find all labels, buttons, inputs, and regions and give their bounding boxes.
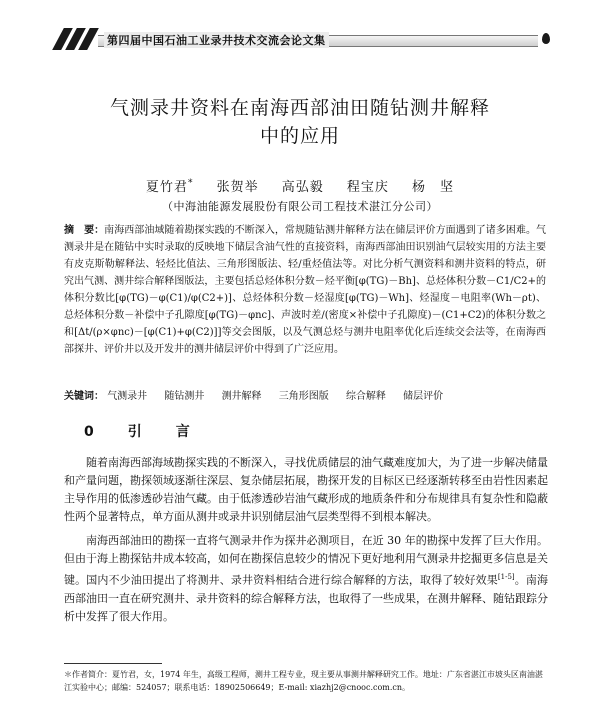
author: 夏竹君* [145, 178, 194, 195]
author: 张贺举 [216, 180, 259, 195]
title-line-2: 中的应用 [259, 125, 340, 147]
keyword: 测井解释 [221, 391, 262, 402]
abstract [64, 222, 546, 358]
keywords-label: 关键词： [64, 391, 104, 402]
keyword: 综合解释 [345, 391, 386, 402]
series-title: 第四届中国石油工业录井技术交流会论文集 [104, 32, 329, 48]
paper-title [40, 94, 560, 150]
author-mark: * [187, 178, 194, 189]
paragraph-1: 随着南海西部海域勘探实践的不断深入，寻找优质储层的油气藏难度加大，为了进一步解决储量和产量问题，勘探领域逐渐往深层、复杂储层拓展，勘探开发的目标区已经逐渐转移至由岩性因素起主导作用的低渗透砂岩油气藏。由于低渗透砂岩油气藏形成的地质条件和分布规律具有复杂性和隐蔽性两个显著特点，单方面从测井或录井识别储层油气层类型得不到根本解决。 [64, 456, 548, 523]
drop-icon [542, 33, 550, 44]
keywords [64, 389, 546, 405]
affiliation: （中海油能源发展股份有限公司工程技术湛江分公司） [162, 200, 438, 213]
section-heading: 0 引 言 [84, 424, 200, 440]
footnote: ＊作者简介：夏竹君，女，1974 年生，高级工程师，测井工程专业，现主要从事测井解释研究工作。地址：广东省湛江市坡头区南油湛江实验中心；邮编：524057；联系电话：18902506649；E-mail: xiazhj2@cnooc.com.cn。 [64, 670, 543, 692]
author: 程宝庆 [346, 180, 389, 195]
author: 高弘毅 [281, 180, 324, 195]
keyword: 三角形图版 [278, 391, 329, 402]
abstract-label: 摘 要： [64, 225, 105, 236]
citation: [1-5] [497, 573, 515, 581]
author-list [0, 176, 600, 195]
abstract-text: 南海西部油域随着勘探实践的不断深入，常规随钻测井解释方法在储层评价方面遇到了诸多困难。气测录井是在随钻中实时录取的反映地下储层含油气性的直接资料，南海西部油田识别油气层较实用的方法主要有皮克斯勒解释法、轻烃比值法、三角形图版法、轻/重烃值法等。对比分析气测资料和测井资料的特点，研究出气测、测井综合解释图版法，主要包括总烃体积分数－烃平衡[φ(TG)－Bh]、总烃体积分数－C1/C2+的体积分数比[φ(TG)－φ(C1)/φ(C2+)]、总烃体积分数－烃湿度[φ(TG)－Wh]、烃湿度－电阻率(Wh－ρt)、总烃体积分数－补偿中子孔隙度[φ(TG)－φnc]、声波时差/(密度×补偿中子孔隙度)－(C1+C2)的体积分数之和[Δt/(ρ×φnc)－[φ(C1)+φ(C2)]]等交会图版，以及气测总烃与测井电阻率优化后连续交会法等，在南海西部探井、评价井以及开发井的测井储层评价中得到了广泛应用。 [64, 225, 547, 355]
paragraph-2: 南海西部油田的勘探一直将气测录井作为探井必测项目，在近 30 年的勘探中发挥了巨大作用。但由于海上勘探钻井成本较高，如何在勘探信息较少的情况下更好地利用气测录井挖掘更多信息是关键。国内不少油田提出了将测井、录井资料相结合进行综合解释的方法，取得了较好效果[1-5]。南海西部油田一直在研究测井、录井资料的综合解释方法，也取得了一些成果，在测井解释、随钻跟踪分析中发挥了很大作用。 [64, 534, 549, 623]
keyword: 储层评价 [403, 391, 444, 402]
title-line-1: 气测录井资料在南海西部油田随钻测井解释 [109, 97, 490, 119]
keyword: 随钻测井 [164, 391, 205, 402]
keyword: 气测录井 [107, 391, 148, 402]
footnote-rule [64, 663, 162, 664]
running-header [58, 28, 558, 50]
author: 杨 坚 [412, 180, 455, 195]
